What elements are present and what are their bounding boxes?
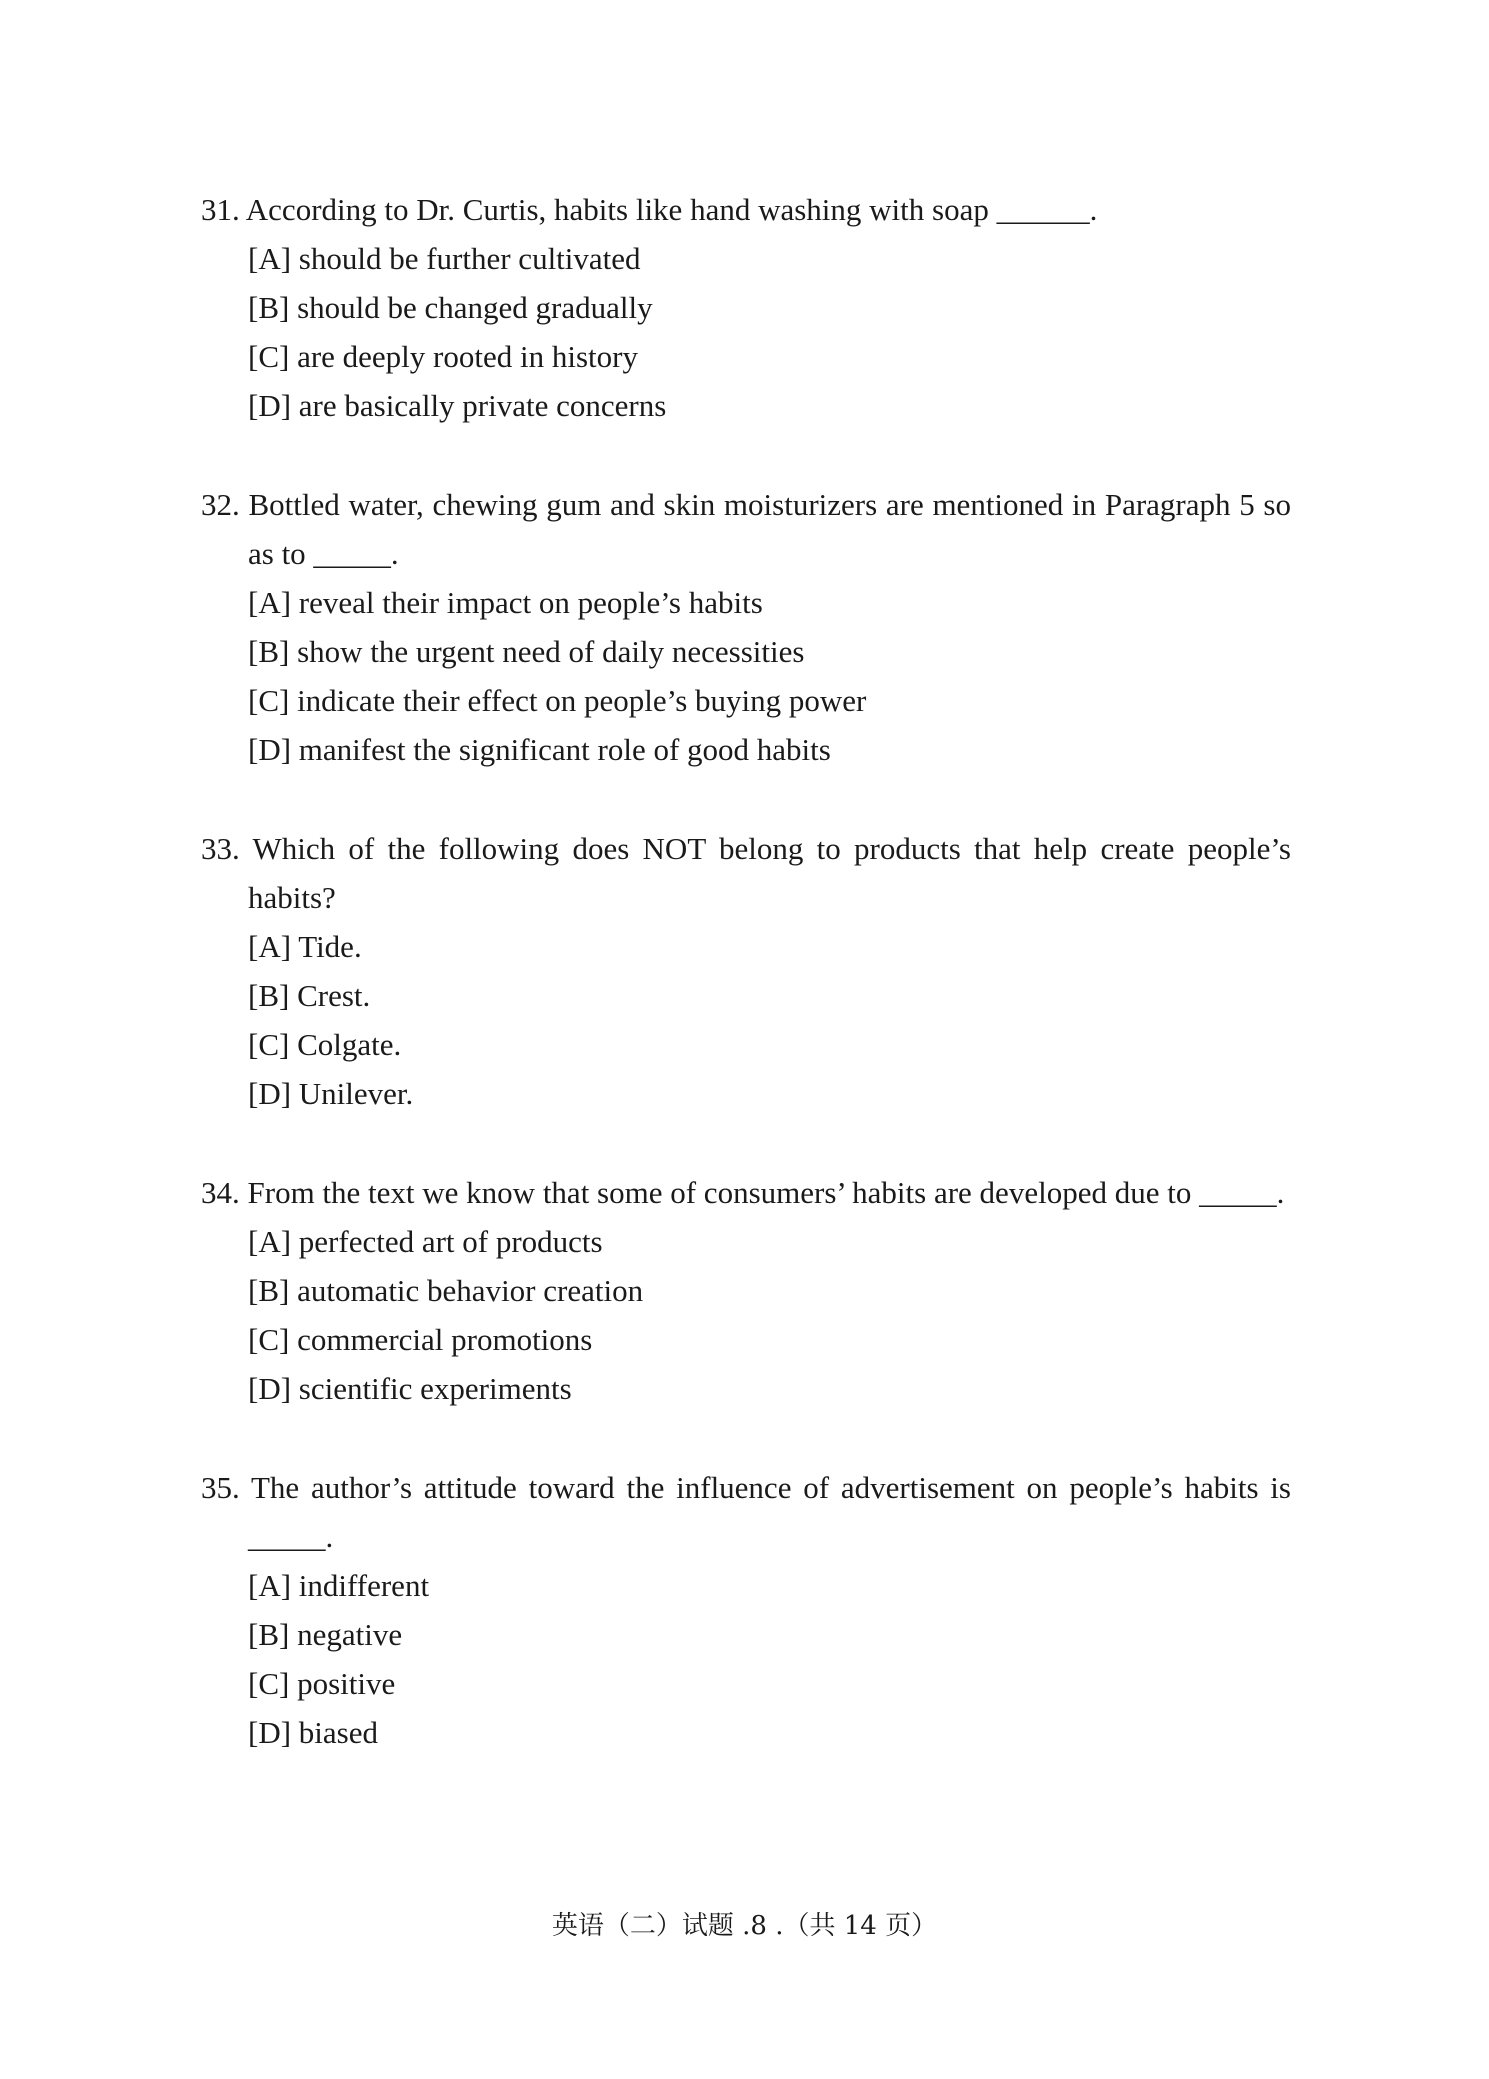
option-c: [C] indicate their effect on people’s buying power: [248, 683, 867, 718]
option-list: [201, 234, 1291, 430]
question-32: [201, 480, 1291, 774]
option-d: [D] manifest the significant role of good habits: [248, 732, 831, 767]
option-d: [D] Unilever.: [248, 1076, 414, 1111]
question-stem: 34. From the text we know that some of consumers’ habits are developed due to _____.: [201, 1175, 1285, 1210]
question-stem: 35. The author’s attitude toward the influence of advertisement on people’s habits is _____.: [201, 1470, 1291, 1554]
option-d: [D] biased: [248, 1715, 378, 1750]
option-list: [201, 1217, 1291, 1413]
option-a: [A] perfected art of products: [248, 1224, 603, 1259]
question-31: [201, 185, 1291, 430]
question-stem: 31. According to Dr. Curtis, habits like hand washing with soap ______.: [201, 192, 1098, 227]
option-c: [C] Colgate.: [248, 1027, 402, 1062]
question-35: [201, 1463, 1291, 1757]
option-b: [B] negative: [248, 1617, 403, 1652]
option-c: [C] commercial promotions: [248, 1322, 593, 1357]
option-a: [A] Tide.: [248, 929, 362, 964]
question-stem: 32. Bottled water, chewing gum and skin moisturizers are mentioned in Paragraph 5 so as to _____.: [201, 487, 1291, 571]
option-a: [A] should be further cultivated: [248, 241, 641, 276]
option-b: [B] automatic behavior creation: [248, 1273, 644, 1308]
question-33: [201, 824, 1291, 1118]
option-c: [C] positive: [248, 1666, 396, 1701]
option-list: [201, 578, 1291, 774]
option-b: [B] Crest.: [248, 978, 371, 1013]
option-b: [B] should be changed gradually: [248, 290, 653, 325]
question-34: [201, 1168, 1291, 1413]
option-d: [D] scientific experiments: [248, 1371, 572, 1406]
option-d: [D] are basically private concerns: [248, 388, 667, 423]
page-footer: 英语（二）试题 .8 .（共 14 页）: [551, 1911, 938, 1941]
question-stem: 33. Which of the following does NOT belong to products that help create people’s habits?: [201, 831, 1291, 915]
option-c: [C] are deeply rooted in history: [248, 339, 638, 374]
question-list: [201, 185, 1291, 1807]
option-list: [201, 1561, 1291, 1757]
option-b: [B] show the urgent need of daily necessities: [248, 634, 805, 669]
option-a: [A] reveal their impact on people’s habits: [248, 585, 763, 620]
option-a: [A] indifferent: [248, 1568, 430, 1603]
option-list: [201, 922, 1291, 1118]
